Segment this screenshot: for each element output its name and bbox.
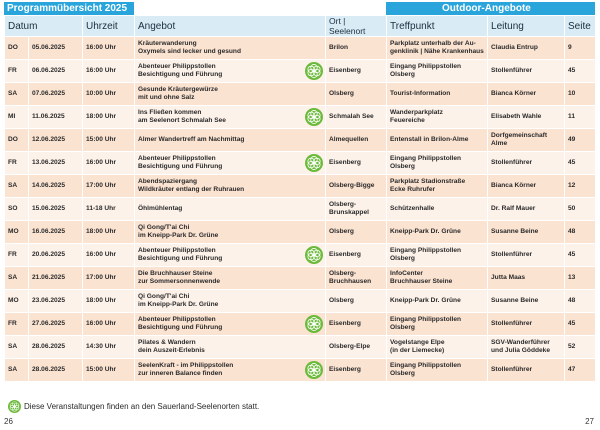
offer-title: SeelenKraft - im Philippstollen zur inneren Balance finden	[138, 362, 234, 377]
cell-page: 50	[565, 198, 596, 221]
cell-day: FR	[5, 313, 29, 336]
offer-title: Öhlmühlentag	[138, 205, 183, 212]
cell-date: 14.06.2025	[29, 175, 83, 198]
cell-date: 12.06.2025	[29, 129, 83, 152]
cell-leader: Susanne Beine	[488, 221, 565, 244]
cell-day: SA	[5, 336, 29, 359]
cell-date: 05.06.2025	[29, 37, 83, 60]
cell-leader: Dorfgemeinschaft Alme	[488, 129, 565, 152]
cell-date: 06.06.2025	[29, 60, 83, 83]
cell-day: SA	[5, 267, 29, 290]
seelenort-flower-icon	[305, 154, 323, 172]
table-row	[5, 336, 596, 359]
cell-time: 18:00 Uhr	[83, 221, 135, 244]
seelenort-flower-icon	[305, 108, 323, 126]
cell-time: 18:00 Uhr	[83, 290, 135, 313]
cell-page: 52	[565, 336, 596, 359]
program-overview-label: Programmübersicht 2025	[4, 2, 134, 15]
seelenort-flower-icon	[305, 315, 323, 333]
cell-leader: Elisabeth Wahle	[488, 106, 565, 129]
cell-time: 16:00 Uhr	[83, 60, 135, 83]
offer-title: Ins Fließen kommen am Seelenort Schmalah See	[138, 109, 226, 124]
cell-page: 11	[565, 106, 596, 129]
seelenort-flower-icon	[305, 62, 323, 80]
cell-time: 16:00 Uhr	[83, 313, 135, 336]
cell-page: 10	[565, 83, 596, 106]
cell-day: FR	[5, 60, 29, 83]
page-number-right: 27	[585, 417, 594, 426]
offer-title: Qi Gong/T'ai Chi im Kneipp-Park Dr. Grüne	[138, 293, 219, 308]
cell-day: SO	[5, 198, 29, 221]
cell-meeting-point: Parkplatz unterhalb der Au- genklinik | Nähe Krankenhaus	[387, 37, 488, 60]
cell-date: 13.06.2025	[29, 152, 83, 175]
cell-offer	[135, 244, 326, 267]
col-header-date: Datum	[5, 16, 83, 37]
cell-page: 9	[565, 37, 596, 60]
program-table	[4, 15, 596, 382]
cell-meeting-point: Kneipp-Park Dr. Grüne	[387, 290, 488, 313]
cell-offer	[135, 60, 326, 83]
cell-meeting-point: Schützenhalle	[387, 198, 488, 221]
cell-date: 27.06.2025	[29, 313, 83, 336]
col-header-page: Seite	[565, 16, 596, 37]
cell-date: 28.06.2025	[29, 359, 83, 382]
cell-leader: SGV-Wanderführer und Julia Göddeke	[488, 336, 565, 359]
offer-title: Almer Wandertreff am Nachmittag	[138, 136, 245, 143]
cell-offer	[135, 37, 326, 60]
cell-meeting-point: Eingang Philippstollen Olsberg	[387, 60, 488, 83]
cell-page: 12	[565, 175, 596, 198]
cell-place: Eisenberg	[326, 152, 387, 175]
col-header-offer: Angebot	[135, 16, 326, 37]
seelenort-flower-icon	[305, 361, 323, 379]
cell-time: 14:30 Uhr	[83, 336, 135, 359]
cell-meeting-point: Wanderparkplatz Feuereiche	[387, 106, 488, 129]
cell-day: SA	[5, 175, 29, 198]
cell-place: Olsberg	[326, 221, 387, 244]
cell-offer	[135, 336, 326, 359]
offer-title: Qi Gong/T'ai Chi im Kneipp-Park Dr. Grüne	[138, 224, 219, 239]
cell-page: 45	[565, 313, 596, 336]
cell-place: Eisenberg	[326, 313, 387, 336]
legend	[8, 400, 259, 413]
cell-meeting-point: Eingang Philippstollen Olsberg	[387, 152, 488, 175]
cell-leader: Stollenführer	[488, 313, 565, 336]
table-row	[5, 221, 596, 244]
cell-offer	[135, 129, 326, 152]
cell-leader: Stollenführer	[488, 60, 565, 83]
cell-meeting-point: Vogelstange Elpe (in der Liemecke)	[387, 336, 488, 359]
cell-meeting-point: Eingang Philippstollen Olsberg	[387, 244, 488, 267]
cell-offer	[135, 175, 326, 198]
cell-page: 45	[565, 152, 596, 175]
cell-page: 45	[565, 60, 596, 83]
cell-day: FR	[5, 152, 29, 175]
top-bar	[4, 2, 595, 15]
cell-place: Eisenberg	[326, 244, 387, 267]
cell-meeting-point: Kneipp-Park Dr. Grüne	[387, 221, 488, 244]
cell-leader: Stollenführer	[488, 244, 565, 267]
offer-title: Abenteuer Philippstollen Besichtigung und Führung	[138, 316, 223, 331]
cell-meeting-point: Parkplatz Stadionstraße Ecke Ruhrufer	[387, 175, 488, 198]
offer-title: Abenteuer Philippstollen Besichtigung und Führung	[138, 63, 223, 78]
cell-place: Schmalah See	[326, 106, 387, 129]
cell-day: FR	[5, 244, 29, 267]
col-header-meeting-point: Treffpunkt	[387, 16, 488, 37]
cell-offer	[135, 313, 326, 336]
cell-offer	[135, 267, 326, 290]
cell-leader: Bianca Körner	[488, 83, 565, 106]
table-row	[5, 290, 596, 313]
cell-place: Brilon	[326, 37, 387, 60]
cell-time: 16:00 Uhr	[83, 37, 135, 60]
col-header-time: Uhrzeit	[83, 16, 135, 37]
cell-time: 16:00 Uhr	[83, 152, 135, 175]
cell-page: 48	[565, 290, 596, 313]
offer-title: Abenteuer Philippstollen Besichtigung und Führung	[138, 155, 223, 170]
cell-date: 16.06.2025	[29, 221, 83, 244]
cell-offer	[135, 106, 326, 129]
cell-place: Olsberg- Bruchhausen	[326, 267, 387, 290]
cell-day: MO	[5, 221, 29, 244]
cell-leader: Jutta Maas	[488, 267, 565, 290]
cell-page: 48	[565, 221, 596, 244]
cell-day: MO	[5, 290, 29, 313]
table-row	[5, 198, 596, 221]
cell-page: 45	[565, 244, 596, 267]
cell-date: 07.06.2025	[29, 83, 83, 106]
cell-leader: Claudia Entrup	[488, 37, 565, 60]
cell-offer	[135, 198, 326, 221]
cell-leader: Susanne Beine	[488, 290, 565, 313]
table-row	[5, 244, 596, 267]
table-row	[5, 152, 596, 175]
cell-time: 11-18 Uhr	[83, 198, 135, 221]
cell-place: Olsberg	[326, 290, 387, 313]
cell-offer	[135, 221, 326, 244]
cell-time: 15:00 Uhr	[83, 129, 135, 152]
cell-time: 17:00 Uhr	[83, 267, 135, 290]
cell-place: Eisenberg	[326, 359, 387, 382]
cell-day: DO	[5, 129, 29, 152]
offer-title: Abendspaziergang Wildkräuter entlang der Ruhrauen	[138, 178, 245, 193]
table-row	[5, 83, 596, 106]
cell-leader: Stollenführer	[488, 359, 565, 382]
cell-day: SA	[5, 359, 29, 382]
cell-place: Olsberg- Brunskappel	[326, 198, 387, 221]
offer-title: Abenteuer Philippstollen Besichtigung und Führung	[138, 247, 223, 262]
cell-place: Eisenberg	[326, 60, 387, 83]
cell-time: 17:00 Uhr	[83, 175, 135, 198]
page-number-left: 26	[4, 417, 13, 426]
table-header-row	[5, 16, 596, 37]
cell-time: 15:00 Uhr	[83, 359, 135, 382]
cell-date: 23.06.2025	[29, 290, 83, 313]
cell-day: MI	[5, 106, 29, 129]
cell-day: SA	[5, 83, 29, 106]
table-row	[5, 267, 596, 290]
table-row	[5, 313, 596, 336]
legend-text: Diese Veranstaltungen finden an den Sauerland-Seelenorten statt.	[24, 402, 260, 411]
table-row	[5, 106, 596, 129]
cell-page: 13	[565, 267, 596, 290]
offer-title: Pilates & Wandern dein Auszeit-Erlebnis	[138, 339, 205, 354]
cell-meeting-point: Entenstall in Brilon-Alme	[387, 129, 488, 152]
cell-time: 18:00 Uhr	[83, 106, 135, 129]
cell-offer	[135, 83, 326, 106]
cell-date: 21.06.2025	[29, 267, 83, 290]
table-row	[5, 129, 596, 152]
cell-offer	[135, 359, 326, 382]
cell-leader: Stollenführer	[488, 152, 565, 175]
outdoor-offers-label: Outdoor-Angebote	[386, 2, 595, 15]
table-row	[5, 37, 596, 60]
offer-title: Kräuterwanderung Oxymels sind lecker und gesund	[138, 40, 241, 55]
cell-date: 28.06.2025	[29, 336, 83, 359]
cell-meeting-point: Eingang Philippstollen Olsberg	[387, 359, 488, 382]
cell-leader: Dr. Ralf Mauer	[488, 198, 565, 221]
cell-place: Almequellen	[326, 129, 387, 152]
offer-title: Die Bruchhauser Steine zur Sommersonnenwende	[138, 270, 221, 285]
cell-place: Olsberg	[326, 83, 387, 106]
cell-time: 10:00 Uhr	[83, 83, 135, 106]
cell-place: Olsberg-Elpe	[326, 336, 387, 359]
col-header-leader: Leitung	[488, 16, 565, 37]
cell-page: 47	[565, 359, 596, 382]
cell-leader: Bianca Körner	[488, 175, 565, 198]
cell-day: DO	[5, 37, 29, 60]
cell-time: 16:00 Uhr	[83, 244, 135, 267]
cell-page: 49	[565, 129, 596, 152]
cell-meeting-point: Eingang Philippstollen Olsberg	[387, 313, 488, 336]
table-row	[5, 60, 596, 83]
cell-place: Olsberg-Bigge	[326, 175, 387, 198]
offer-title: Gesunde Kräutergewürze mit und ohne Salz	[138, 86, 218, 101]
cell-meeting-point: InfoCenter Bruchhauser Steine	[387, 267, 488, 290]
cell-offer	[135, 152, 326, 175]
seelenort-flower-icon	[305, 246, 323, 264]
table-row	[5, 175, 596, 198]
col-header-place: Ort | Seelenort	[326, 16, 387, 37]
seelenort-flower-icon	[8, 400, 21, 413]
cell-date: 15.06.2025	[29, 198, 83, 221]
table-row	[5, 359, 596, 382]
cell-meeting-point: Tourist-Information	[387, 83, 488, 106]
cell-date: 20.06.2025	[29, 244, 83, 267]
cell-date: 11.06.2025	[29, 106, 83, 129]
cell-offer	[135, 290, 326, 313]
